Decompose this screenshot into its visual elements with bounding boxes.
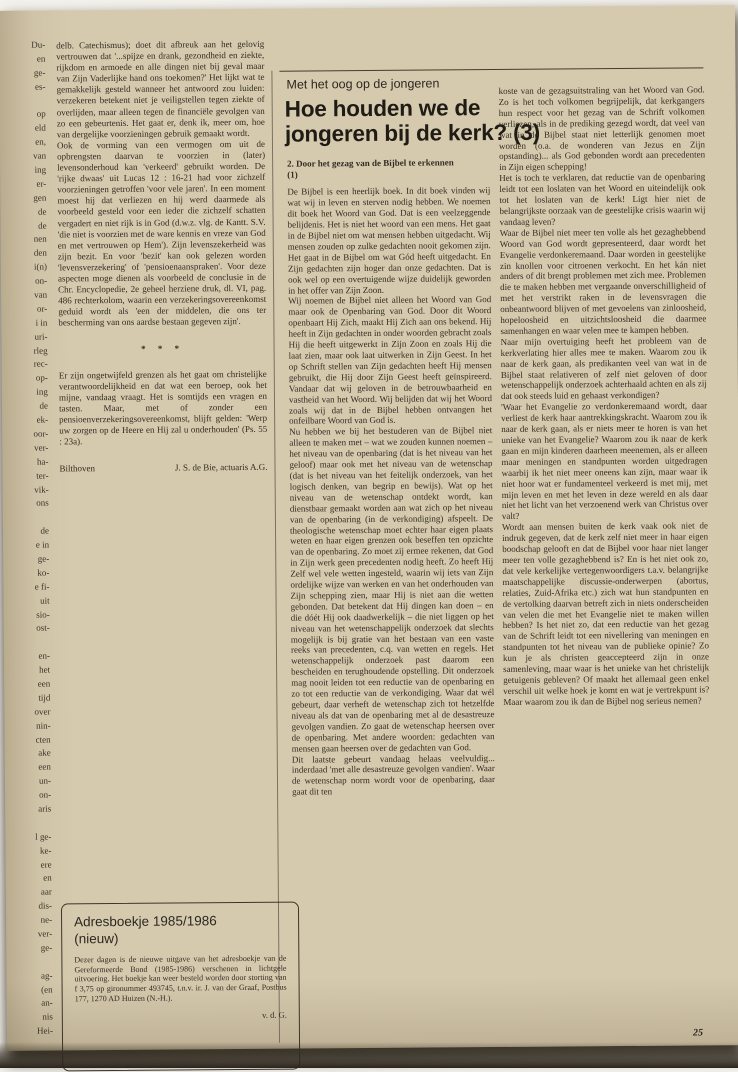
edge-fragment: de xyxy=(39,400,49,411)
edge-fragment xyxy=(6,955,52,969)
edge-fragment: ne- xyxy=(40,914,53,925)
signature-name: J. S. de Bie, actuaris A.G. xyxy=(174,461,268,473)
article-col1-text xyxy=(287,185,495,797)
paragraph: Naar mijn overtuiging heeft het probleem van de kerkverlating hier alles mee te maken. Waarom zou ik naar de kerk gaan, als predikanten veel van wat in de Bijbel staat relativeren of zelf niet geloven of door wetenschappelijk onderzoek achterhaald achten en als zij dat ook steeds luid en gehaast verkondigen? xyxy=(500,335,707,402)
edge-fragment: rleg xyxy=(33,345,48,356)
edge-fragment: ge- xyxy=(33,67,46,78)
edge-fragment: e in xyxy=(35,539,50,550)
article-column-2 xyxy=(499,84,710,707)
edge-fragment xyxy=(0,94,46,108)
paragraph: delb. Catechismus); doet dit afbreuk aan het gelovig vertrouwen dat '...spijze en drank, gezondheid en ziekte, rijkdom en armoede en alle dingen niet bij geval maar van Zijn Vaderlijke hand ons toekomen?' Het lijkt wat te gemakkelijk gesteld wanneer het antwoord zou luiden: verzekeren betekent niet je veiligstellen tegen ziekte of overlijden, maar alleen tegen de financiële gevolgen van zo een gebeurtenis. Het gaat er, denk ik, meer om, hoe van dergelijke voorzieningen gebruik gemaakt wordt. xyxy=(56,38,265,140)
paragraph: De Bijbel is een heerlijk boek. In dit boek vinden wij wat wij in leven en sterven nodig hebben. We noemen dit boek het Woord van God. Dat is een veelzeggende belijdenis. Het is niet het woord van een mens. Het gaat in de Bijbel niet om wat mensen hebben uitgedacht. Wij mensen zouden op zulke gedachten nooit gekomen zijn. Het gaat in de Bijbel om wat Gód heeft uitgedacht. En Zijn gedachten zijn hoger dan onze gedachten. Dat is ook wel op een overtuigende wijze duidelijk geworden in het offer van Zijn Zoon. xyxy=(287,185,492,296)
edge-fragment: e fi- xyxy=(34,581,50,592)
edge-fragment: de xyxy=(38,220,47,231)
edge-fragment: aris xyxy=(38,803,52,814)
edge-fragment: een xyxy=(37,678,51,689)
edge-fragment: sio- xyxy=(36,609,50,620)
edge-fragment: er- xyxy=(36,178,47,189)
edge-fragment: ko- xyxy=(37,567,50,578)
paragraph: Nu hebben we bij het bestuderen van de Bijbel niet alleen te maken met – wat we zouden kunnen noemen – het niveau van de openbaring (dat is het niveau van het geloof) maar ook met het niveau van de wetenschap (dat is het niveau van het feitelijk onderzoek, van het logisch denken, van begrip en bewijs). Wat op het niveau van de wetenschap ontdekt wordt, kan dienstbaar gemaakt worden aan wat zich op het niveau van de openbaring (in de verkondiging) afspeelt. De theologische wetenschap moet echter haar eigen plaats weten en haar eigen grenzen ook beseffen ten opzichte van de openbaring. Zo moet zij ermee rekenen, dat God in Zijn werk geen precedenten nodig heeft. Zo heeft Hij Zelf wel vele wetten ingesteld, waarin wij iets van Zijn ordelijke wijze van werken en van het onderhouden van Zijn schepping zien, maar Hij is niet aan die wetten gebonden. Dat betekent dat Hij dingen kan doen – en die dóét Hij ook daadwerkelijk – die niet liggen op het niveau van het wetenschappelijk onderzoek dat slechts mogelijk is bij gratie van het bestaan van een vaste reeks van precedenten, c.q. van wetten en regels. Het wetenschappelijk onderzoek past daarom een bescheiden en terughoudende opstelling. Dit onderzoek mag nooit leiden tot een reductie van de openbaring en zo tot een reductie van de verkondiging. Waar dat wél gebeurt, daar verheft de wetenschap zich tot hetzelfde niveau als dat van de openbaring met al de desastreuze gevolgen vandien. Zo gaat de wetenschap heersen over de openbaring. Met andere woorden: gedachten van mensen gaan heersen over de gedachten van God. xyxy=(289,425,495,754)
edge-fragment: aar xyxy=(40,886,52,897)
article-title-line: Hoe houden we de xyxy=(284,95,481,122)
edge-fragment: i in xyxy=(35,317,48,328)
edge-fragment: ke- xyxy=(39,845,52,856)
edge-fragment: een xyxy=(38,761,51,772)
edge-fragment: es- xyxy=(34,81,46,92)
edge-fragment: vik- xyxy=(34,484,49,495)
edge-fragment: ge- xyxy=(37,553,50,564)
article-top-rule xyxy=(279,67,703,71)
edge-fragment: uri- xyxy=(34,331,48,342)
edge-fragment: gen xyxy=(33,192,47,203)
edge-fragment: uit xyxy=(40,595,50,606)
edge-fragment: van xyxy=(33,150,47,161)
edge-fragment: rec- xyxy=(33,359,48,370)
article-kicker: Met het oog op de jongeren xyxy=(286,76,440,92)
edge-fragment: en- xyxy=(38,650,51,661)
edge-fragment: ons xyxy=(36,497,49,509)
page-number: 25 xyxy=(692,1027,704,1039)
left-column-block2 xyxy=(59,368,268,447)
edge-fragment: ing xyxy=(36,386,48,397)
edge-fragment: cten xyxy=(35,734,51,745)
edge-fragment: oor- xyxy=(33,428,49,439)
edge-fragment: ver- xyxy=(34,442,49,453)
edge-fragment: nen xyxy=(33,234,47,245)
left-column-block1 xyxy=(56,39,266,329)
edge-fragment: over xyxy=(34,706,51,717)
edge-fragment: ing xyxy=(34,164,47,175)
edge-fragment: l ge- xyxy=(35,831,52,842)
paragraph: Dit laatste gebeurt vandaag helaas veelvuldig... inderdaad 'met alle desastreuze gevolgen vandien'. Waar de wetenschap norm wordt voor de openbaring, daar gaat dit ten xyxy=(291,752,496,797)
edge-fragment: nin- xyxy=(35,720,51,731)
edge-fragment: den xyxy=(33,247,47,258)
scanned-magazine-page xyxy=(0,5,738,1051)
paragraph: Ook de vorming van een vermogen om uit de opbrengsten daarvan te voorzien in (later) levensonderhoud kan 'verkeerd' gebruikt worden. De 'rijke dwaas' uit Lucas 12 : 16-21 had voor zichzelf voorzieningen getroffen 'voor vele jaren'. In een moment moest hij dat verliezen en hij werd daarmede als voorbeeld gesteld voor een ieder die zichzelf schatten vergadert en niet rijk is in God (d.w.z. vlg. de Kantt. S.V. 'die niet is voorzien met de ware kennis en vreze van God en met vertrouwen op Hem'). Zijn levenszekerheid was zijn bezit. En voor 'bezit' kan ook gelezen worden 'levensverzekering' of 'pensioenaanspraken'. Voor deze aspecten moge dienen als voorbeeld de conclusie in de Chr. Encyclopedie, 2e geheel herziene druk, dl. VI, pag. 486 rechterkolom, waarin een verzekeringsovereenkomst geduid wordt als 'een der middelen, die ons ter bescherming van ons aardse bestaan gegeven zijn'. xyxy=(56,138,267,328)
edge-fragment: op- xyxy=(35,372,48,384)
edge-fragment: i(n) xyxy=(33,261,47,272)
adresboekje-ad-box xyxy=(61,902,300,1072)
edge-fragment: ha- xyxy=(36,456,49,467)
paragraph: Wordt aan mensen buiten de kerk vaak ook niet de indruk gegeven, dat de kerk zelf niet meer in haar eigen boodschap gelooft en dat de Bijbel voor haar niet langer meer ten volle gezaghebbend is? En is het niet ook zo, dat vele kerkelijke vertegenwoordigers t.a.v. belangrijke maatschappelijke discussie-onderwerpen (abortus, relaties, Zuid-Afrika etc.) zich wat hun standpunten en de vertolking daarvan betreft zich in niets onderscheiden van velen die met het Evangelie niet te maken willen hebben? Is het niet zo, dat een reductie van het gezag van de Schrift leidt tot een nivellering van meningen en standpunten tot het niveau van de publieke opinie? Zo kun je als christen geaccepteerd zijn in onze samenleving, maar waar is het unieke van het christelijk getuigenis gebleven? Of maakt het allemaal geen enkel verschil uit welke hoek je komt en wat je vertrekpunt is? Maar waarom zou ik dan de Bijbel nog serieus nemen? xyxy=(501,520,710,707)
edge-fragment: eld xyxy=(34,122,46,133)
column-divider-rule xyxy=(271,71,280,1043)
edge-fragment xyxy=(3,511,49,525)
edge-fragment: en, xyxy=(35,136,46,147)
edge-fragment: (en xyxy=(41,984,53,995)
edge-fragment: ake xyxy=(38,747,51,759)
edge-fragment: Hei- xyxy=(36,1025,53,1036)
edge-fragment: un- xyxy=(38,775,52,786)
section-separator: * * * xyxy=(141,343,185,355)
left-edge-fragments xyxy=(0,39,58,1039)
article-subhead xyxy=(287,157,490,181)
edge-fragment: de xyxy=(37,206,47,217)
ad-body: Dezer dagen is de nieuwe uitgave van het adresboekje van de Gereformeerde Bond (1985-1986) verschenen in lichtgele uitvoering. Het boekje kan weer besteld worden door storting van f 3,75 op gironummer 493745, t.n.v. ir. J. van der Graaf, Postbus 177, 1270 AD Huizen (N.-H.). xyxy=(74,953,287,1004)
edge-fragment xyxy=(5,816,51,830)
edge-fragment: nis xyxy=(42,1011,53,1022)
edge-fragment: ag- xyxy=(40,970,53,981)
ad-title-line: (nieuw) xyxy=(74,930,119,946)
left-column xyxy=(56,39,267,475)
edge-fragment: ost- xyxy=(36,622,50,634)
paragraph: 'Waar het Evangelie zo verdonkeremaand wordt, daar verliest de kerk haar aantrekkingskracht. Waarom zou ik naar de kerk gaan, als er niets meer te horen is van het unieke van het Evangelie? Waarom zou ik naar de kerk gaan en mijn kinderen daarheen meenemen, als er alleen maar meningen en standpunten worden uitgedragen waarbij ik het niet meer oneens kan zijn, maar waar ik niet hoor wat er fundamenteel verkeerd is met mij, met mijn leven en met het leven in deze wereld en als daar niet het licht van het verzoenend werk van Christus over valt? xyxy=(501,400,708,522)
edge-fragment: op xyxy=(36,108,46,120)
edge-fragment: de xyxy=(40,525,50,536)
edge-fragment: en xyxy=(36,53,46,64)
paragraph: Waar de Bijbel niet meer ten volle als het gezaghebbend Woord van God wordt gepresenteerd, daar wordt het Evangelie verdonkeremaand. Daar worden in geestelijke zin knollen voor citroenen verkocht. En het kán niet anders of dit brengt problemen met zich mee. Problemen die te maken hebben met vergaande onverschilligheid of met het verstrikt raken in de levensvragen die onbeantwoord blijven of met gevoelens van zinloosheid, hopeloosheid en uitzichtsloosheid die daarmee samenhangen en waar velen mee te kampen hebben. xyxy=(499,226,707,336)
edge-fragment xyxy=(4,636,50,650)
article-title-line: jongeren bij de kerk? (3) xyxy=(284,119,541,147)
article-column-1 xyxy=(287,157,495,798)
edge-fragment: on- xyxy=(35,275,48,286)
paragraph: Wij noemen de Bijbel niet alleen het Woord van God maar ook de Openbaring van God. Door dit Woord openbaart Hij Zich, maakt Hij Zich aan ons bekend. Hij heeft in Zijn gedachten in onder woorden gebracht zoals Hij die heeft uitgewerkt in Zijn Zoon en zoals Hij die laat zien, maar ook laat uitwerken in Zijn Geest. In het op Schrift stellen van Zijn gedachten heeft Hij mensen gebruikt, die Hij door Zijn Geest heeft geïnspireerd. Vandaar dat wij geloven in de betrouwbaarheid en vastheid van het Woord. Wij belijden dat wij het Woord zoals wij dat in de Bijbel hebben ontvangen het onfeilbare Woord van God is. xyxy=(288,294,493,427)
edge-fragment: on- xyxy=(39,789,52,800)
ad-signature: v. d. G. xyxy=(262,1009,287,1020)
ad-title xyxy=(74,913,286,948)
paragraph: Er zijn ongetwijfeld grenzen als het gaat om christelijke verantwoordelijkheid en dat wat een beroep, ook het mijne, vandaag vraagt. Het is somtijds een vragen en tasten. Maar, met of zonder een pensioenverzekeringsovereenkomst, blijft gelden: 'Werp uw zorgen op de Heere en Hij zal u onderhouden' (Ps. 55 : 23a). xyxy=(58,368,268,447)
edge-fragment: an- xyxy=(41,997,53,1009)
edge-fragment: ver- xyxy=(37,928,53,939)
article-subhead-line: (1) xyxy=(287,169,298,180)
edge-fragment: or- xyxy=(36,303,48,314)
ad-title-line: Adresboekje 1985/1986 xyxy=(74,913,217,930)
edge-fragment: ek- xyxy=(36,414,49,425)
paragraph: Het is toch te verklaren, dat reductie van de openbaring leidt tot een loslaten van het Woord en uiteindelijk ook tot het loslaten van de kerk! Ligt hier niet de belangrijkste oorzaak van de geestelijke crisis waarin wij vandaag leven? xyxy=(499,171,706,227)
edge-fragment: dis- xyxy=(38,900,52,911)
edge-fragment: ter- xyxy=(36,470,49,481)
edge-fragment: ere xyxy=(40,859,52,870)
edge-fragment: en xyxy=(43,872,52,884)
edge-fragment: ge- xyxy=(40,942,53,953)
edge-fragment: Du- xyxy=(31,39,46,50)
edge-fragment: het xyxy=(39,664,51,675)
edge-fragment: van xyxy=(34,289,48,300)
paragraph: koste van de gezagsuitstraling van het Woord van God. Zo is het toch volkomen begrijpelijk, dat kerkgangers hun respect voor het gezag van de Schrift volkomen verliezen, als in de prediking gezegd wordt, dat veel van wat in de Bijbel staat niet letterlijk genomen moet worden (o.a. de wonderen van Jezus en Zijn opstanding)... als God gebonden wordt aan precedenten in Zijn eigen schepping! xyxy=(498,84,706,173)
article-subhead-line: 2. Door het gezag van de Bijbel te erkennen xyxy=(287,157,454,169)
signature-row xyxy=(59,462,267,475)
signature-place: Bilthoven xyxy=(59,463,96,474)
edge-fragment: tijd xyxy=(38,692,51,703)
